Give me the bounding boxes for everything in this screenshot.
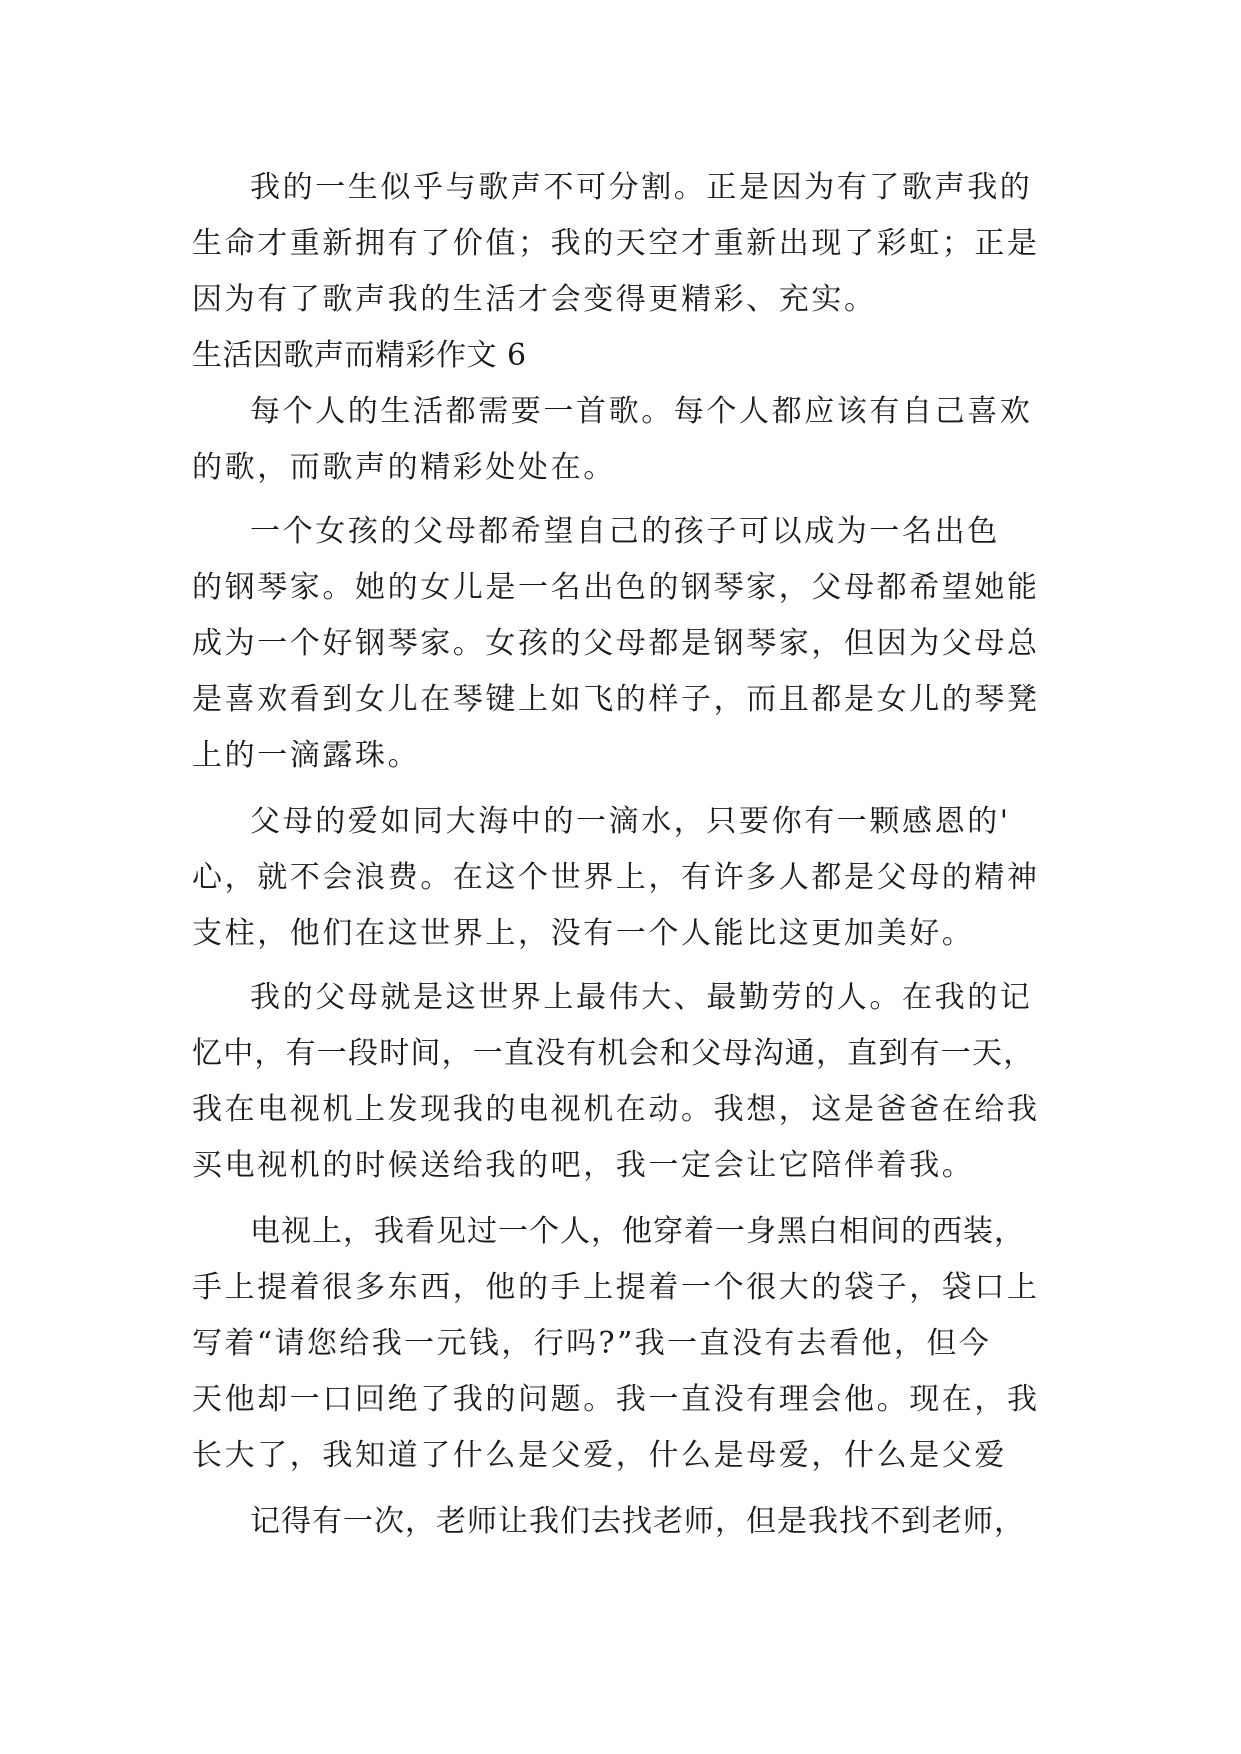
text-line: 我在电视机上发现我的电视机在动。我想，这是爸爸在给我 <box>192 1092 1040 1127</box>
text-line: 是喜欢看到女儿在琴键上如飞的样子，而且都是女儿的琴凳 <box>192 682 1040 717</box>
text-line: 每个人的生活都需要一首歌。每个人都应该有自己喜欢 <box>250 394 1033 429</box>
text-line: 的歌，而歌声的精彩处处在。 <box>192 450 616 485</box>
text-line: 忆中，有一段时间，一直没有机会和父母沟通，直到有一天， <box>192 1036 1035 1071</box>
text-line: 电视上，我看见过一个人，他穿着一身黑白相间的西装， <box>250 1214 1025 1249</box>
text-line: 我的父母就是这世界上最伟大、最勤劳的人。在我的记 <box>250 980 1033 1015</box>
text-line: 支柱，他们在这世界上，没有一个人能比这更加美好。 <box>192 916 975 951</box>
text-line: 的钢琴家。她的女儿是一名出色的钢琴家，父母都希望她能 <box>192 570 1040 605</box>
text-line: 天他却一口回绝了我的问题。我一直没有理会他。现在，我 <box>192 1382 1040 1417</box>
text-line: 生命才重新拥有了价值；我的天空才重新出现了彩虹；正是 <box>192 226 1040 261</box>
text-line: 上的一滴露珠。 <box>192 738 421 773</box>
text-line: 成为一个好钢琴家。女孩的父母都是钢琴家，但因为父母总 <box>192 626 1040 661</box>
text-line: 记得有一次，老师让我们去找老师，但是我找不到老师， <box>250 1504 1025 1539</box>
section-heading: 生活因歌声而精彩作文 6 <box>192 338 527 373</box>
text-line: 手上提着很多东西，他的手上提着一个很大的袋子，袋口上 <box>192 1270 1040 1305</box>
text-line: 因为有了歌声我的生活才会变得更精彩、充实。 <box>192 282 877 317</box>
text-line: 我的一生似乎与歌声不可分割。正是因为有了歌声我的 <box>250 170 1033 205</box>
text-line: 心，就不会浪费。在这个世界上，有许多人都是父母的精神 <box>192 860 1040 895</box>
text-line: 一个女孩的父母都希望自己的孩子可以成为一名出色 <box>250 514 1000 549</box>
text-line: 写着“请您给我一元钱，行吗?”我一直没有去看他，但今 <box>192 1326 992 1361</box>
text-line: 买电视机的时候送给我的吧，我一定会让它陪伴着我。 <box>192 1148 975 1183</box>
text-line: 长大了，我知道了什么是父爱，什么是母爱，什么是父爱 <box>192 1438 1007 1473</box>
text-line: 父母的爱如同大海中的一滴水，只要你有一颗感恩的' <box>250 804 1011 839</box>
